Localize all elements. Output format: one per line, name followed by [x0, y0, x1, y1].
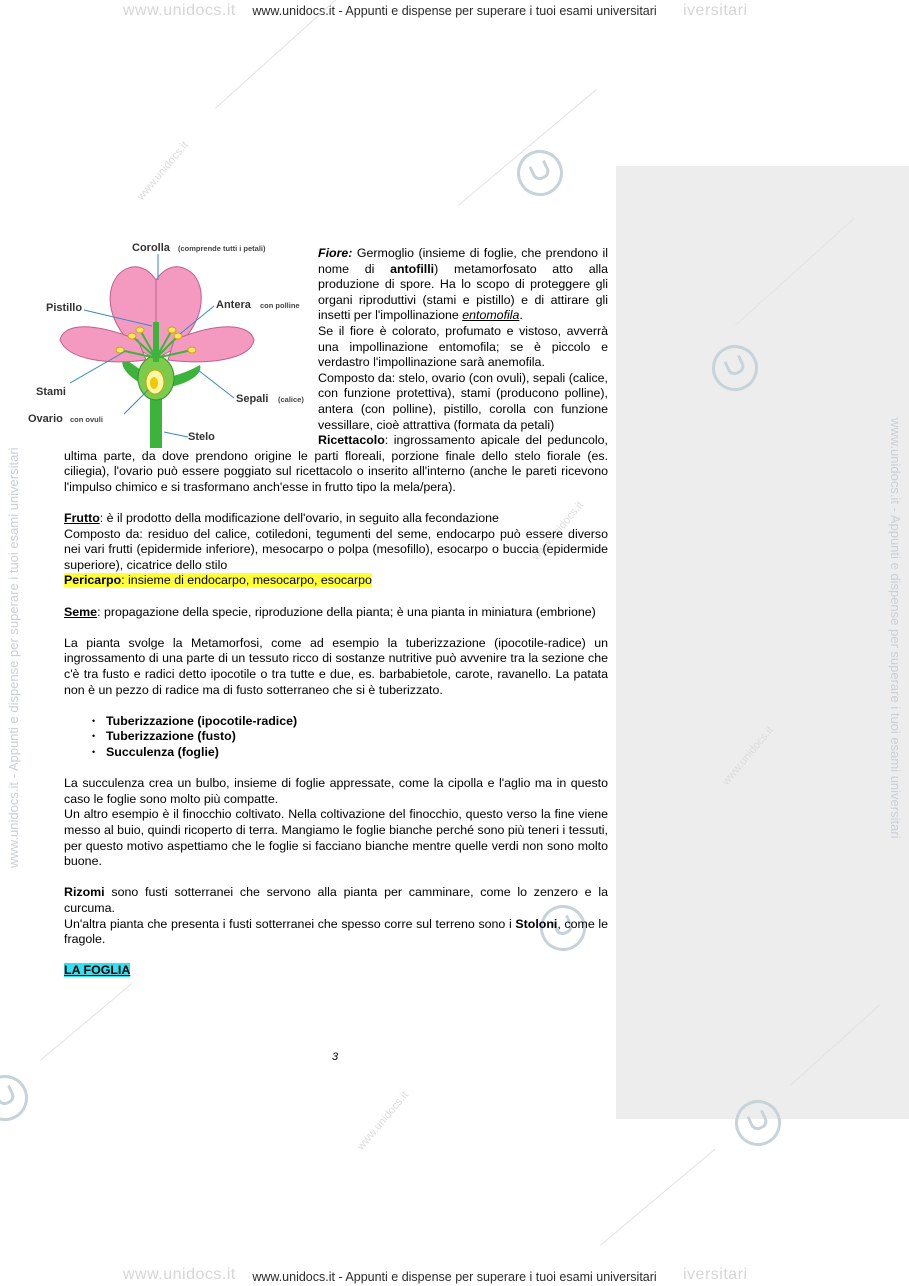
fiore-text-1: Germoglio (insieme di foglie, che prendono il nome di — [318, 246, 608, 276]
stoloni-text-1: Un'altra pianta che presenta i fusti sotterranei che spesso corre sul terreno sono i — [64, 916, 516, 931]
right-side-watermark: www.unidocs.it - Appunti e dispense per superare i tuoi esami universitari — [888, 418, 903, 839]
rizomi-text: sono fusti sotterranei che servono alla pianta per camminare, come lo zenzero e la curcuma. — [64, 885, 608, 915]
seme-text: : propagazione della specie, riproduzione della pianta; è una pianta in miniatura (embrione) — [97, 604, 596, 619]
fiore-text-2: ) metamorfosato atto alla produzione di spore. Ha lo scopo di proteggere gli organi riproduttivi (stami e pistillo) e di attirare gli insetti per l'impollinazione — [318, 261, 608, 323]
paragraph-metamorfosi: La pianta svolge la Metamorfosi, come ad esempio la tuberizzazione (ipocotile-radice) un ingrossamento di una parte di un tessuto ricco di sostanze nutritive può avvenire tra la sezione che c'è tra fusto e radici detto ipocotile o tra tutte e due, es. barbabietole, carote, ravanello. La patata non è un pezzo di radice ma di fusto sotterraneo che si è tuberizzato. — [64, 635, 608, 697]
bottom-ghost-left: www.unidocs.it — [123, 1266, 236, 1283]
term-entomofila: entomofila — [462, 308, 520, 323]
label-corolla: Corolla — [132, 242, 170, 254]
list-item: • Tuberizzazione (fusto) — [106, 729, 608, 745]
label-stelo: Stelo — [188, 431, 215, 443]
top-banner: www.unidocs.it - Appunti e dispense per superare i tuoi esami universitari — [252, 4, 657, 18]
diagonal-watermark: www.unidocs.it — [135, 139, 191, 203]
label-sepali: Sepali — [236, 393, 269, 405]
ricettacolo-text: : ingrossamento apicale del peduncolo, ultima parte, da dove prendono origine le parti floreali, porzione finale dello stelo fiorale (es. ciliegia), l'ovario può essere poggiato sul ricettacolo o inserito all'interno (anche le pareti ricevono l'impulso chimico e si trasformano anch'esse in frutto tipo la mela/pera). — [64, 433, 608, 494]
bottom-banner: www.unidocs.it - Appunti e dispense per superare i tuoi esami universitari — [252, 1270, 657, 1284]
label-ovario: Ovario — [28, 413, 63, 425]
label-corolla-note: (comprende tutti i petali) — [178, 244, 266, 253]
fiore-text-3: . — [519, 308, 523, 323]
flower-illustration — [28, 240, 308, 450]
term-stoloni: Stoloni — [515, 916, 558, 931]
list-item: • Succulenza (foglie) — [106, 745, 608, 761]
diagonal-watermark: www.unidocs.it — [530, 499, 586, 563]
watermark-line — [40, 983, 133, 1061]
term-antofilli: antofilli — [390, 261, 435, 276]
paragraph-frutto — [64, 511, 608, 527]
paragraph-frutto-2: Composto da: residuo del calice, cotiledoni, tegumenti del seme, endocarpo può essere diverso nei vari frutti (epidermide inferiore), mesocarpo o polpa (mesofillo), esocarpo o buccia (epidermide superiore), cicatrice dello stilo — [64, 526, 608, 572]
watermark-line — [600, 1149, 716, 1246]
paragraph-seme — [64, 605, 608, 621]
label-antera-note: con polline — [260, 301, 300, 310]
paragraph-succulenza: La succulenza crea un bulbo, insieme di foglie appressate, come la cipolla e l'aglio ma in questo caso le foglie sono molto più compatte. — [64, 776, 608, 806]
term-fiore: Fiore: — [318, 246, 353, 260]
label-stami: Stami — [36, 386, 66, 398]
pericarpo-text: : insieme di endocarpo, mesocarpo, esocarpo — [121, 573, 372, 588]
document-body — [28, 242, 608, 979]
unidocs-logo-icon — [0, 1067, 36, 1128]
unidocs-logo-icon — [509, 142, 570, 203]
diagonal-watermark: www.unidocs.it — [355, 1089, 411, 1153]
flower-diagram — [28, 240, 308, 450]
term-seme: Seme — [64, 604, 98, 619]
ovule-shape — [150, 377, 158, 389]
term-frutto: Frutto — [64, 511, 100, 526]
label-pistillo: Pistillo — [46, 302, 83, 314]
label-antera: Antera — [216, 299, 251, 311]
paragraph-fiore-3: Composto da: stelo, ovario (con ovuli), sepali (calice, con funzione protettiva), stami (producono polline), antera (con polline), pistillo, corolla con funzione vessillare, cioè attrattiva (formata da petali) — [318, 370, 608, 432]
stoloni-text-2: , come le fragole. — [64, 916, 608, 947]
term-rizomi: Rizomi — [64, 885, 105, 900]
paragraph-rizomi — [64, 885, 608, 916]
list-item: • Tuberizzazione (ipocotile-radice) — [106, 714, 608, 730]
paragraph-pericarpo — [64, 573, 608, 589]
top-ghost-right: iversitari — [683, 2, 748, 19]
page-number: 3 — [332, 1051, 339, 1063]
label-ovario-note: con ovuli — [70, 415, 103, 424]
frutto-text: : è il prodotto della modificazione dell'ovario, in seguito alla fecondazione — [99, 511, 499, 526]
paragraph-finocchio: Un altro esempio è il finocchio coltivato. Nella coltivazione del finocchio, questo verso la fine viene messo al buio, quindi ricoperto di terra. Mangiamo le foglie bianche perché sono più teneri i tessuti, per questo motivo aspettiamo che le foglie si facciano bianche mentre quelle verdi non sono molto buone. — [64, 807, 608, 869]
term-pericarpo: Pericarpo — [64, 573, 122, 588]
top-ghost-left: www.unidocs.it — [123, 2, 236, 19]
paragraph-stoloni — [64, 917, 608, 948]
left-side-watermark: www.unidocs.it - Appunti e dispense per superare i tuoi esami universitari — [6, 447, 21, 868]
grey-side-panel — [616, 166, 909, 1119]
section-heading: LA FOGLIA — [64, 963, 131, 978]
diagonal-watermark: www.unidocs.it — [720, 724, 776, 788]
paragraph-fiore-2: Se il fiore è colorato, profumato e vistoso, avverrà una impollinazione entomofila; se è piccolo e verdastro l'impollinazione sarà anemofila. — [318, 323, 608, 370]
label-sepali-note: (calice) — [278, 395, 304, 404]
term-ricettacolo: Ricettacolo — [318, 433, 385, 448]
bottom-ghost-right: iversitari — [683, 1266, 748, 1283]
heading-la-foglia — [64, 963, 608, 979]
metamorphosis-list — [64, 714, 608, 761]
